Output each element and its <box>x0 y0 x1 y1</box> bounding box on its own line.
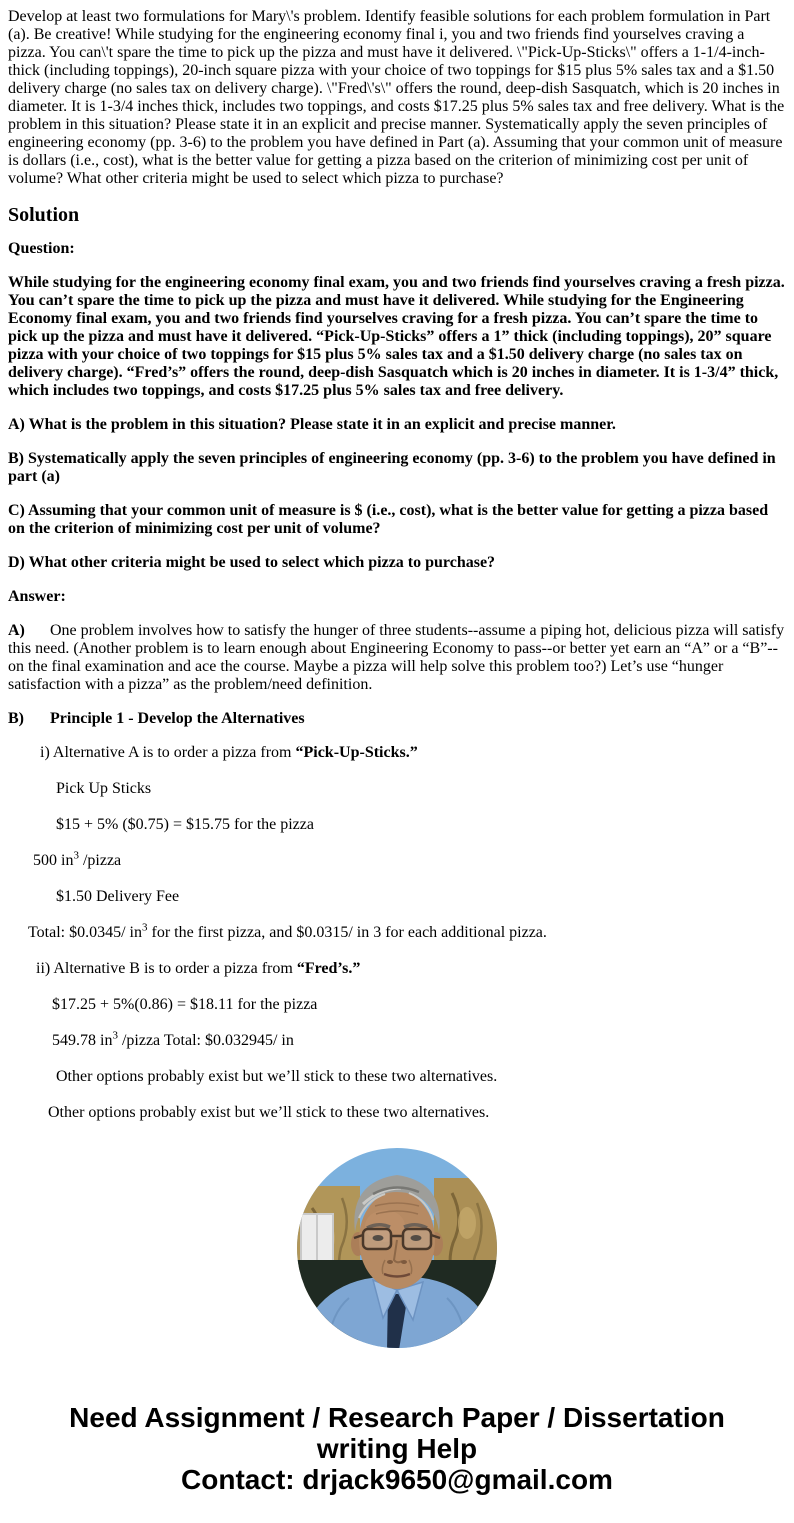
tutor-avatar <box>8 1148 786 1348</box>
answer-label: Answer: <box>8 588 66 605</box>
pick-up-sticks-total <box>8 921 786 942</box>
volume-unit: /pizza <box>78 852 122 869</box>
question-label: Question: <box>8 240 75 257</box>
alternative-a-text: i) Alternative A is to order a pizza from <box>40 744 296 761</box>
alternative-b-line <box>8 960 786 978</box>
other-options-line-1: Other options probably exist but we’ll stick to these two alternatives. <box>56 1068 498 1085</box>
total-value: Total: $0.0345/ in <box>28 924 142 941</box>
total-exponent: 3 <box>141 921 148 934</box>
question-part-d: D) What other criteria might be used to select which pizza to purchase? <box>8 554 496 571</box>
tutor-photo-illustration <box>297 1148 497 1348</box>
question-part-c: C) Assuming that your common unit of measure is $ (i.e., cost), what is the better value for getting a pizza based on the criterion of minimizing cost per unit of volume? <box>8 502 769 537</box>
alternative-b-text: ii) Alternative B is to order a pizza from <box>36 960 297 977</box>
alternative-a-line <box>8 744 786 762</box>
answer-a-paragraph <box>8 622 786 694</box>
question-part-a: A) What is the problem in this situation? Please state it in an explicit and precise manner. <box>8 416 616 433</box>
question-paragraph: While studying for the engineering economy final exam, you and two friends find yourselves craving a fresh pizza. You can’t spare the time to pick up the pizza and must have it delivered. While studying for the Engineering Economy final exam, you and two friends find yourselves craving for a fresh pizza. You can’t spare the time to pick up the pizza and must have it delivered. “Pick-Up-Sticks” offers a 1” thick (including toppings), 20” square pizza with your choice of two toppings for $15 plus 5% sales tax and a $1.50 delivery charge (no sales tax on delivery charge). “Fred’s” offers the round, deep-dish Sasquatch which is 20 inches in diameter. It is 1-3/4” thick, which includes two toppings, and costs $17.25 plus 5% sales tax and free delivery. <box>8 274 785 399</box>
footer-help-line-1: Need Assignment / Research Paper / Dissertation <box>69 1402 725 1433</box>
answer-a-label: A) <box>8 622 25 639</box>
solution-heading: Solution <box>8 204 80 226</box>
volume-exponent: 3 <box>73 849 79 862</box>
answer-a-text: One problem involves how to satisfy the hunger of three students--assume a piping hot, delicious pizza will satisfy this need. (Another problem is to learn enough about Engineering Economy to pass--or better yet earn an “A” or a “B”--on the final examination and ace the course. Maybe a pizza will help solve this problem too?) Let’s use “hunger satisfaction with a pizza” as the problem/need definition. <box>8 622 785 693</box>
pick-up-sticks-name: Pick Up Sticks <box>56 780 152 797</box>
total-detail: for the first pizza, and $0.0315/ in 3 for each additional pizza. <box>147 924 547 941</box>
principle-1-heading <box>8 710 786 728</box>
intro-paragraph: Develop at least two formulations for Mary\'s problem. Identify feasible solutions for each problem formulation in Part (a). Be creative! While studying for the engineering economy final i, you and two friends find yourselves craving a pizza. You can\'t spare the time to pick up the pizza and must have it delivered. \"Pick-Up-Sticks\" offers a 1-1/4-inch-thick (including toppings), 20-inch square pizza with your choice of two toppings for $15 plus 5% sales tax and a $1.50 delivery charge (no sales tax on delivery charge). \"Fred\'s\" offers the round, deep-dish Sasquatch, which is 20 inches in diameter. It is 1-3/4 inches thick, includes two toppings, and costs $17.25 plus 5% sales tax and free delivery. What is the problem in this situation? Please state it in an explicit and precise manner. Systematically apply the seven principles of engineering economy (pp. 3-6) to the problem you have defined in Part (a). Assuming that your common unit of measure is dollars (i.e., cost), what is the better value for getting a pizza based on the criterion of minimizing cost per unit of volume? What other criteria might be used to select which pizza to purchase? <box>8 8 785 187</box>
vendor-freds: “Fred’s.” <box>296 960 361 977</box>
pick-up-sticks-volume <box>8 849 786 870</box>
footer-help-line-2: writing Help <box>316 1433 478 1464</box>
freds-volume-value: 549.78 in <box>52 1032 113 1049</box>
delivery-fee-line: $1.50 Delivery Fee <box>56 888 180 905</box>
freds-volume-total <box>8 1029 786 1050</box>
answer-b-label: B) <box>8 710 24 727</box>
footer-contact-email: Contact: drjack9650@gmail.com <box>181 1464 613 1495</box>
other-options-line-2: Other options probably exist but we’ll stick to these two alternatives. <box>48 1104 490 1121</box>
principle-1-title: Principle 1 - Develop the Alternatives <box>50 710 305 727</box>
freds-price: $17.25 + 5%(0.86) = $18.11 for the pizza <box>52 996 318 1013</box>
freds-volume-unit: /pizza Total: $0.032945/ in <box>117 1032 294 1049</box>
freds-volume-exponent: 3 <box>112 1029 118 1042</box>
footer-banner <box>8 1402 786 1495</box>
vendor-pick-up-sticks: “Pick-Up-Sticks.” <box>295 744 418 761</box>
pick-up-sticks-price: $15 + 5% ($0.75) = $15.75 for the pizza <box>56 816 314 833</box>
question-part-b: B) Systematically apply the seven principles of engineering economy (pp. 3-6) to the problem you have defined in part (a) <box>8 450 776 485</box>
volume-value: 500 in <box>33 852 74 869</box>
